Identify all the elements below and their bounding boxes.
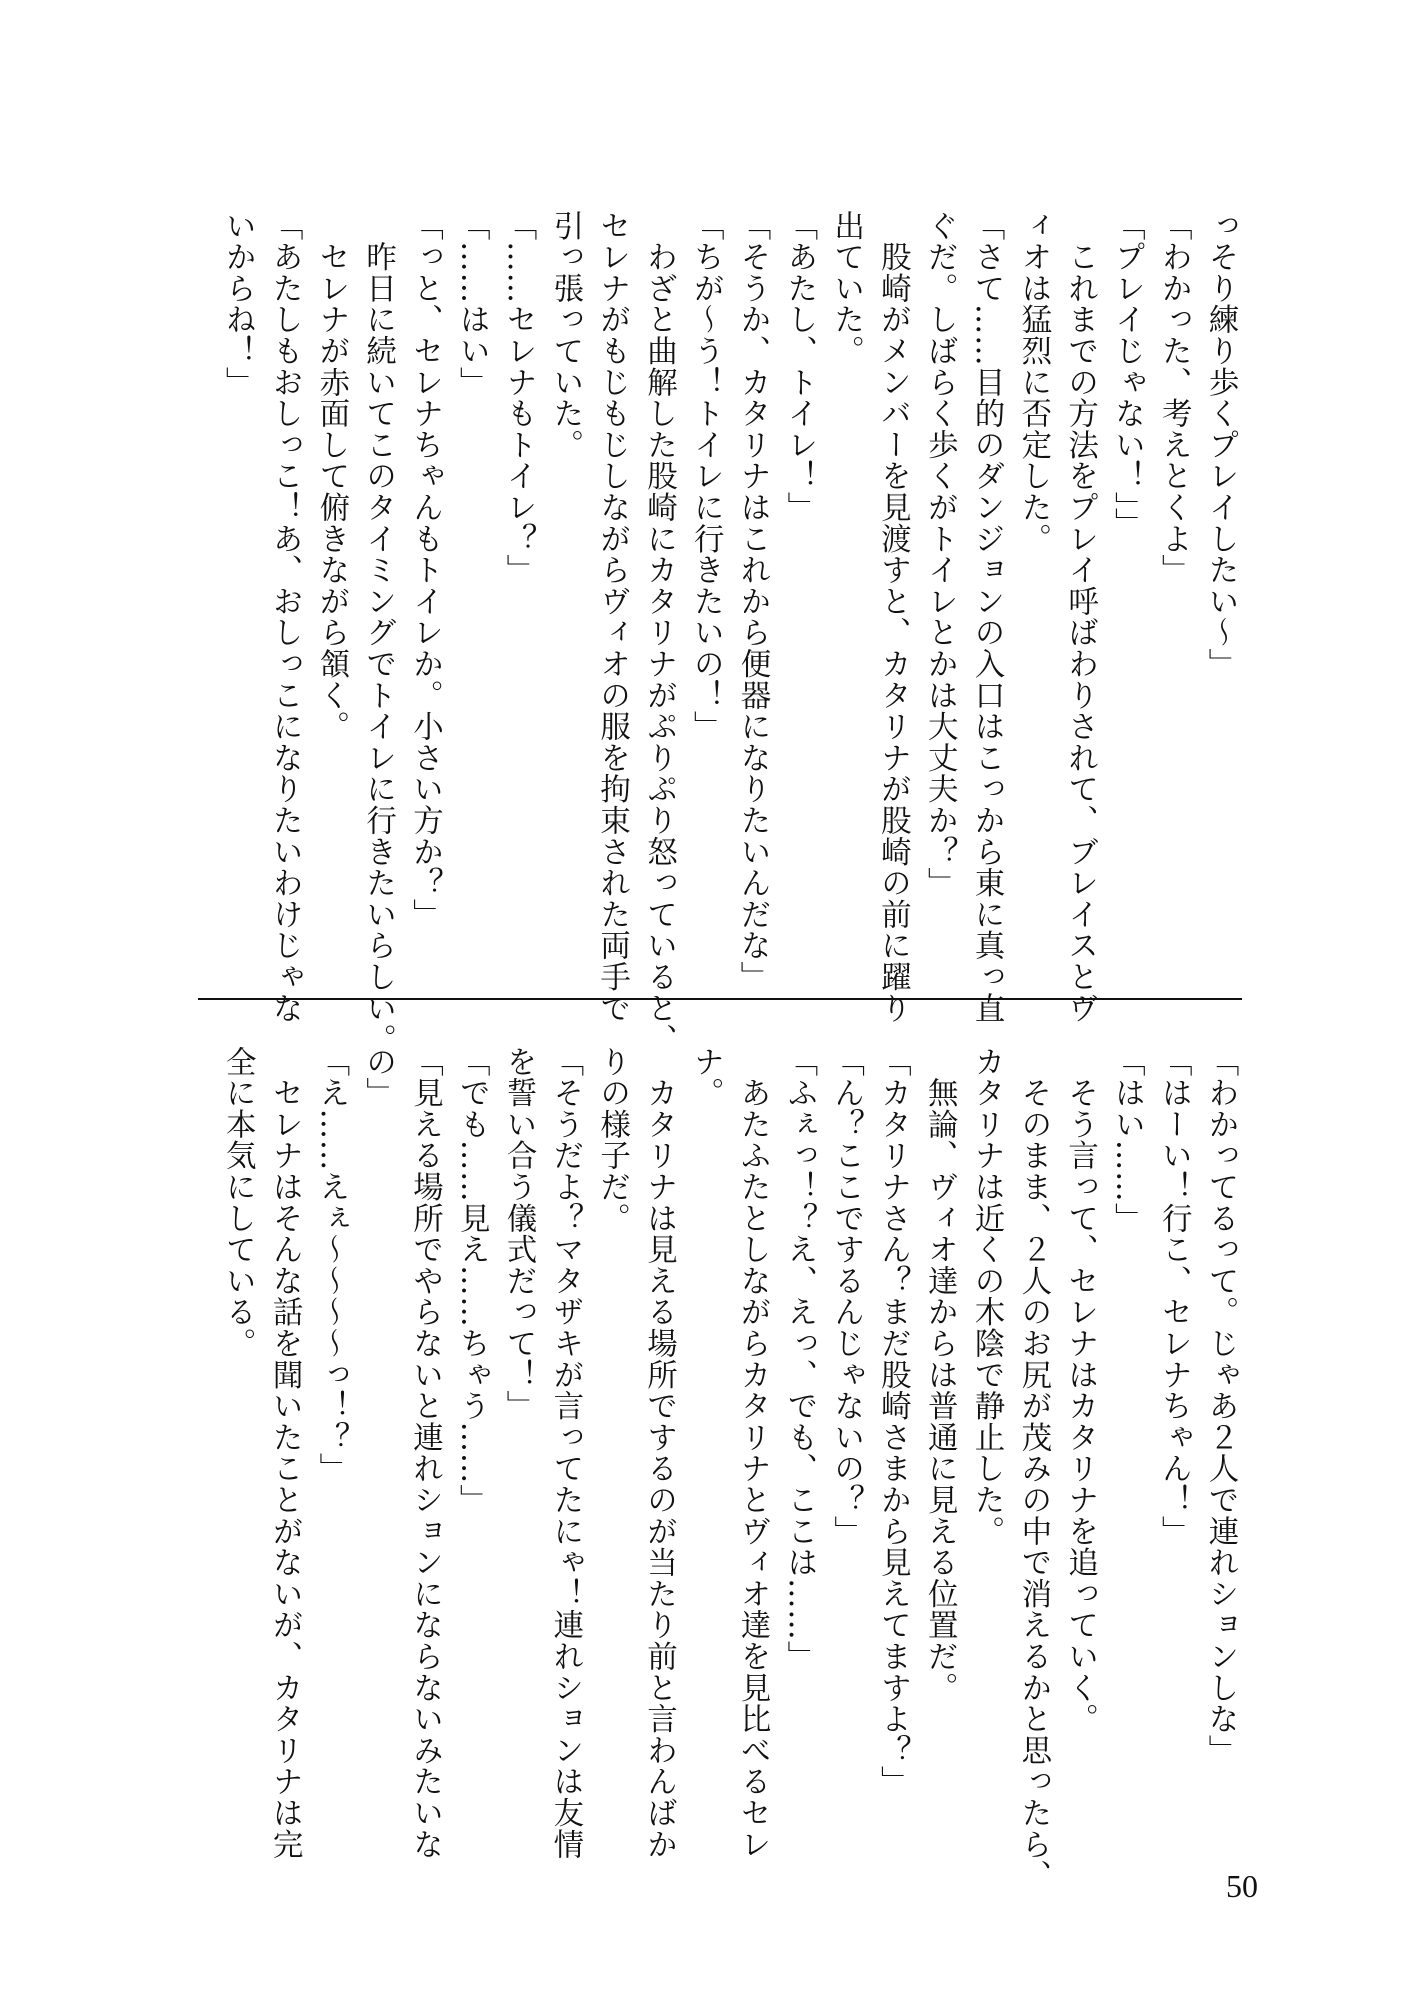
text-line: 「カタリナさん？まだ股崎さまから見えてますよ？」 xyxy=(875,1046,911,1798)
text-line: 「ふぇっ！？え、えっ、でも、ここは……」 xyxy=(781,1046,817,1672)
text-column-lower xyxy=(179,1046,1243,1892)
text-line: 股崎がメンバーを見渡すと、カタリナが股崎の前に躍り xyxy=(875,210,911,1024)
text-line: 「……セレナもトイレ？」 xyxy=(501,210,537,586)
text-line: 「はーい！行こ、セレナちゃん！」 xyxy=(1156,1046,1192,1547)
text-line: 全に本気にしている。 xyxy=(220,1046,256,1359)
text-line: 「わかった、考えとくよ」 xyxy=(1156,210,1192,586)
text-line: 「……はい」 xyxy=(454,210,490,398)
text-line: そう言って、セレナはカタリナを追っていく。 xyxy=(1062,1046,1098,1735)
text-line: いからね！」 xyxy=(220,210,256,398)
text-line: セレナがもじもじしながらヴィオの服を拘束された両手で xyxy=(594,210,630,1024)
text-line: あたふたとしながらカタリナとヴィオ達を見比べるセレ xyxy=(735,1046,771,1860)
text-line: カタリナは見える場所でするのが当たり前と言わんばか xyxy=(641,1046,677,1860)
text-line: 「わかってるって。じゃあ２人で連れションしな」 xyxy=(1203,1046,1238,1766)
text-line: 「見える場所でやらないと連れションにならないみたいな xyxy=(407,1046,443,1860)
text-column-upper xyxy=(179,210,1243,1056)
text-line: ぐだ。しばらく歩くがトイレとかは大丈夫か？」 xyxy=(922,210,958,899)
text-line: ナ。 xyxy=(688,1046,724,1109)
text-line: ィオは猛烈に否定した。 xyxy=(1015,210,1051,555)
text-line: 「でも……見え……ちゃう……」 xyxy=(454,1046,490,1516)
text-line: そのまま、２人のお尻が茂みの中で消えるかと思ったら、 xyxy=(1015,1046,1051,1892)
text-line: の」 xyxy=(360,1046,396,1109)
section-divider xyxy=(198,998,1242,1000)
text-line: カタリナは近くの木陰で静止した。 xyxy=(969,1046,1005,1547)
text-line: りの様子だ。 xyxy=(594,1046,630,1234)
text-line: わざと曲解した股崎にカタリナがぷりぷり怒っていると、 xyxy=(641,210,677,1056)
text-line: 「そうだよ？マタザキが言ってたにゃ！連れションは友情 xyxy=(547,1046,583,1860)
text-line: 昨日に続いてこのタイミングでトイレに行きたいらしい。 xyxy=(360,210,396,1056)
text-line: 「っと、セレナちゃんもトイレか。小さい方か？」 xyxy=(407,210,443,930)
text-line: 「さて……目的のダンジョンの入口はこっから東に真っ直 xyxy=(969,210,1005,1024)
text-line: 「ちが〜う！トイレに行きたいの！」 xyxy=(688,210,724,743)
text-line: っそり練り歩くプレイしたい〜」 xyxy=(1203,210,1238,680)
text-line: 「え……えぇ〜〜〜〜っ！？」 xyxy=(313,1046,349,1485)
text-line: 「はい……」 xyxy=(1109,1046,1145,1234)
text-line: 「あたしもおしっこ！あ、おしっこになりたいわけじゃな xyxy=(267,210,303,1024)
text-line: 無論、ヴィオ達からは普通に見える位置だ。 xyxy=(922,1046,958,1704)
text-line: 「そうか、カタリナはこれから便器になりたいんだな」 xyxy=(735,210,771,993)
text-line: これまでの方法をプレイ呼ばわりされて、ブレイスとヴ xyxy=(1062,210,1098,1024)
text-line: 「プレイじゃない！」」 xyxy=(1109,210,1145,540)
text-line: セレナはそんな話を聞いたことがないが、カタリナは完 xyxy=(267,1046,303,1860)
page-number: 50 xyxy=(1226,1868,1258,1904)
text-line: 出ていた。 xyxy=(828,210,864,367)
text-line: を誓い合う儀式だって！」 xyxy=(501,1046,537,1422)
text-line: セレナが赤面して俯きながら頷く。 xyxy=(313,210,349,743)
text-line: 引っ張っていた。 xyxy=(547,210,583,461)
text-line: 「あたし、トイレ！」 xyxy=(781,210,817,523)
text-line: 「ん？ここでするんじゃないの？」 xyxy=(828,1046,864,1547)
